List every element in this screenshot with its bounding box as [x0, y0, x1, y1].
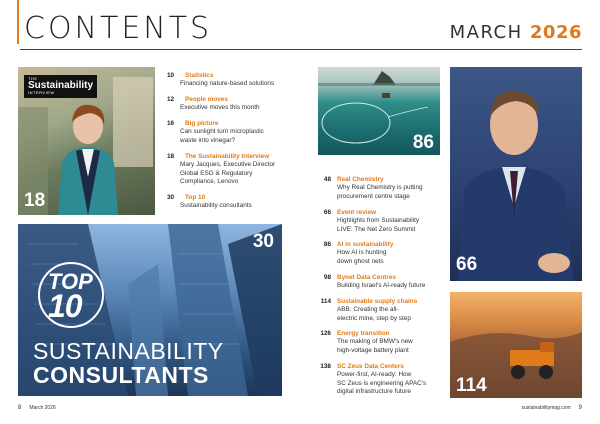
interview-badge — [24, 75, 97, 98]
top10-headline-line1: SUSTAINABILITY — [33, 338, 224, 364]
toc-item-energy-transition[interactable] — [318, 330, 413, 355]
toc-desc: Mary Jacques, Executive Director — [180, 161, 276, 169]
toc-item-big-picture[interactable] — [167, 120, 264, 145]
toc-page-number: 12 — [167, 96, 175, 103]
interview-badge-tag: INTERVIEW — [28, 90, 55, 95]
toc-title: SC Zeus Data Centers — [337, 363, 404, 370]
footer-left — [18, 405, 56, 411]
toc-desc: Building Israel's AI-ready future — [337, 282, 426, 290]
toc-page-number: 114 — [320, 298, 331, 305]
toc-page-number: 138 — [320, 363, 331, 370]
ghost-nets-page-number: 86 — [412, 132, 434, 153]
toc-item-sc-zeus[interactable] — [318, 363, 426, 397]
toc-desc: digital infrastructure future — [337, 388, 411, 396]
interview-page-number: 18 — [24, 190, 46, 211]
toc-page-number: 30 — [167, 194, 175, 201]
toc-desc: Why Real Chemistry is putting — [337, 184, 423, 192]
header-accent-bar — [17, 0, 19, 44]
toc-item-top-10[interactable] — [167, 194, 252, 211]
interview-badge-small: THE — [28, 76, 38, 81]
toc-item-people-moves[interactable] — [167, 96, 260, 113]
toc-page-number: 86 — [323, 241, 331, 248]
footer-right — [521, 405, 582, 411]
toc-desc: ABB: Creating the all- — [337, 306, 399, 314]
issue-year: 2026 — [529, 22, 582, 43]
toc-desc: Executive moves this month — [180, 104, 260, 112]
toc-desc: down ghost nets — [337, 257, 384, 265]
event-page-number: 66 — [456, 254, 478, 275]
toc-item-statistics[interactable] — [167, 72, 274, 89]
speaker-illustration — [450, 67, 582, 281]
toc-item-event-review[interactable] — [318, 209, 419, 234]
toc-page-number: 16 — [167, 120, 175, 127]
top10-badge-number: 10 — [48, 288, 82, 324]
ghost-nets-photo[interactable] — [318, 67, 440, 155]
footer-right-page: 9 — [578, 405, 582, 411]
toc-desc: Financing nature-based solutions — [180, 80, 275, 88]
toc-desc: Sustainability consultants — [180, 202, 252, 210]
toc-desc: electric mine, step by step — [337, 314, 411, 322]
toc-desc: Global ESG & Regulatory — [180, 169, 253, 177]
toc-item-supply-chains[interactable] — [318, 298, 417, 323]
toc-page-number: 48 — [323, 176, 331, 183]
toc-page-number: 18 — [167, 153, 175, 160]
top10-photo[interactable] — [18, 224, 282, 396]
toc-page-number: 10 — [167, 72, 175, 79]
toc-desc: Power-first, AI-ready: How — [337, 371, 412, 379]
mining-page-number: 114 — [456, 375, 487, 396]
interview-photo[interactable] — [18, 67, 155, 215]
event-speaker-photo[interactable] — [450, 67, 582, 281]
toc-desc: Can sunlight turn microplastic — [180, 128, 264, 136]
toc-title: Event review — [337, 209, 377, 216]
toc-desc: The making of BMW's new — [337, 338, 413, 346]
interview-badge-big: Sustainability — [28, 80, 94, 91]
mining-truck-photo[interactable] — [450, 292, 582, 398]
toc-item-real-chemistry[interactable] — [318, 176, 423, 201]
toc-desc: procurement centre stage — [337, 192, 410, 200]
toc-title: AI in sustainability — [337, 241, 394, 248]
top10-badge-word: TOP — [48, 269, 93, 294]
footer-left-label: March 2026 — [29, 405, 56, 411]
footer-left-page: 8 — [18, 405, 22, 411]
toc-item-interview[interactable] — [167, 153, 275, 187]
toc-title: People moves — [185, 96, 228, 103]
page-title: CONTENTS — [24, 11, 213, 46]
top10-headline-line2: CONSULTANTS — [33, 362, 209, 388]
top10-page-number: 30 — [252, 231, 274, 252]
toc-desc: high-voltage battery plant — [337, 346, 409, 354]
issue-date — [450, 24, 582, 42]
toc-page-number: 66 — [323, 209, 331, 216]
toc-title: Energy transition — [337, 330, 390, 337]
toc-title: Sustainable supply chains — [337, 298, 418, 305]
toc-desc: Highlights from Sustainability — [337, 217, 420, 225]
toc-title: Big picture — [185, 120, 219, 127]
toc-page-number: 126 — [320, 330, 331, 337]
toc-desc: waste into vinegar? — [180, 136, 236, 144]
toc-title: Bynet Data Centres — [337, 274, 396, 281]
toc-desc: Compliance, Lenovo — [180, 178, 239, 186]
toc-title: The Sustainability Interview — [185, 153, 270, 160]
toc-title: Real Chemistry — [337, 176, 384, 183]
footer-right-site: sustainabilitymag.com — [521, 405, 571, 411]
issue-month: MARCH — [449, 22, 523, 43]
toc-item-bynet[interactable] — [318, 274, 425, 291]
toc-desc: SC Zeus is engineering APAC's — [337, 379, 427, 387]
toc-page-number: 98 — [323, 274, 331, 281]
header-rule — [20, 49, 582, 50]
toc-desc: LIVE: The Net Zero Summit — [337, 225, 416, 233]
toc-title: Top 10 — [185, 194, 206, 201]
toc-desc: How AI is hunting — [337, 249, 387, 257]
toc-title: Statistics — [185, 72, 214, 79]
toc-item-ai-sustainability[interactable] — [318, 241, 393, 266]
